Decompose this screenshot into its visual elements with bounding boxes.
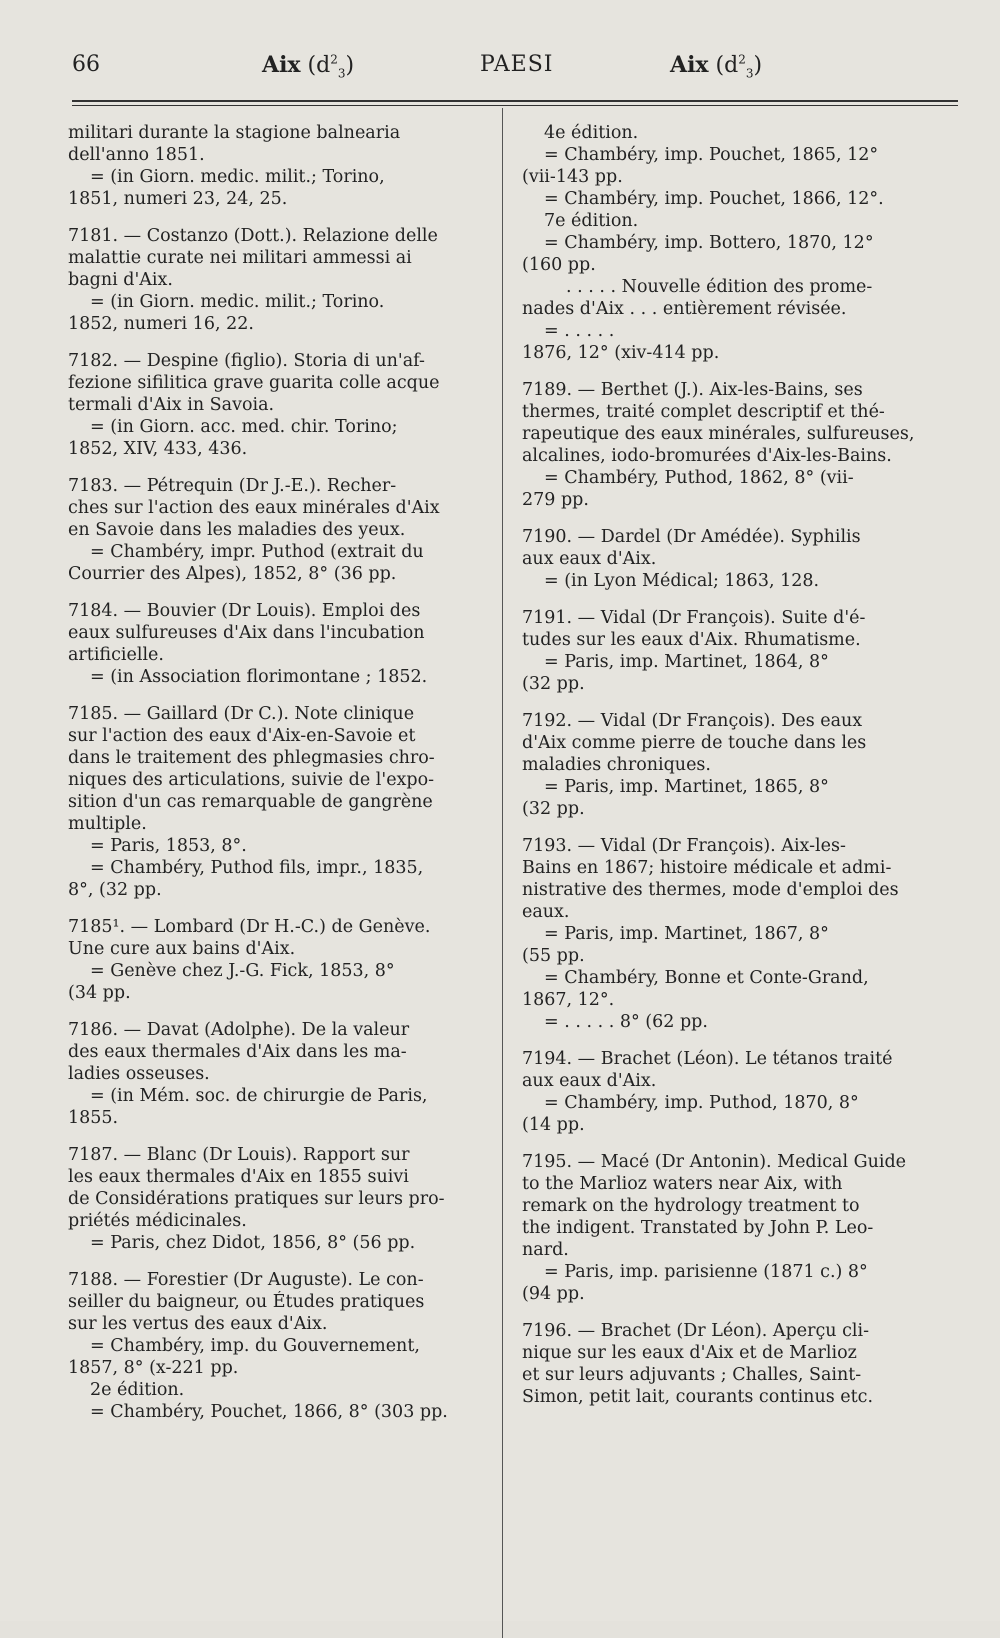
entry-line: 7195. — Macé (Dr Antonin). Medical Guide [522,1152,907,1172]
bibliography-entry [522,122,958,364]
bibliography-entry [68,225,500,335]
entry-line: to the Marlioz waters near Aix, with [522,1174,843,1194]
entry-line: = (in Giorn. medic. milit.; Torino, [90,167,385,187]
entry-line: de Considérations pratiques sur leurs pro- [68,1189,445,1209]
entry-line: ches sur l'action des eaux minérales d'Aix [68,498,440,518]
entry-line: (14 pp. [522,1115,585,1135]
entry-line: artificielle. [68,645,164,665]
running-header [0,52,1000,92]
bibliography-entry [522,1320,958,1408]
entry-line: eaux. [522,902,570,922]
bibliography-entry [68,1269,500,1423]
entry-line: les eaux thermales d'Aix en 1855 suivi [68,1167,409,1187]
entry-line: rapeutique des eaux minérales, sulfureuses, [522,424,915,444]
entry-line: 7189. — Berthet (J.). Aix-les-Bains, ses [522,380,863,400]
entry-line: d'Aix comme pierre de touche dans les [522,733,867,753]
bibliography-entry [68,1144,500,1254]
entry-line: = Chambéry, impr. Puthod (extrait du [90,542,424,562]
entry-line: = Paris, imp. parisienne (1871 c.) 8° [544,1262,868,1282]
entry-line: ladies osseuses. [68,1064,210,1084]
page-number: 66 [72,52,100,77]
entry-line: = Chambéry, Pouchet, 1866, 8° (303 pp. [90,1402,448,1422]
entry-line: 7181. — Costanzo (Dott.). Relazione delle [68,226,438,246]
entry-line: 7194. — Brachet (Léon). Le tétanos traité [522,1049,893,1069]
entry-line: 8°, (32 pp. [68,880,162,900]
entry-line: 279 pp. [522,490,589,510]
entry-line: = Chambéry, Puthod fils, impr., 1835, [90,858,424,878]
entry-line: sur l'action des eaux d'Aix-en-Savoie et [68,726,416,746]
entry-line: tudes sur les eaux d'Aix. Rhumatisme. [522,630,861,650]
entry-line: Une cure aux bains d'Aix. [68,939,296,959]
entry-line: 7193. — Vidal (Dr François). Aix-les- [522,836,846,856]
entry-line: 1876, 12° (xiv-414 pp. [522,343,720,363]
bibliography-entry [522,1151,958,1305]
entry-line: = Paris, imp. Martinet, 1865, 8° [544,777,829,797]
entry-line: (32 pp. [522,674,585,694]
entry-line: = . . . . . [544,321,615,341]
entry-line: maladies chroniques. [522,755,711,775]
entry-line: en Savoie dans les maladies des yeux. [68,520,406,540]
entry-line: Simon, petit lait, courants continus etc. [522,1387,874,1407]
entry-line: 7e édition. [544,211,639,231]
entry-line: 7191. — Vidal (Dr François). Suite d'é- [522,608,866,628]
entry-line: = Chambéry, imp. du Gouvernement, [90,1336,420,1356]
entry-line: nades d'Aix . . . entièrement révisée. [522,299,847,319]
entry-line: . . . . . Nouvelle édition des prome- [566,277,873,297]
entry-line: bagni d'Aix. [68,270,173,290]
entry-line: = Chambéry, imp. Pouchet, 1866, 12°. [544,189,884,209]
entry-line: (34 pp. [68,983,131,1003]
entry-line: termali d'Aix in Savoia. [68,395,275,415]
bibliography-entry [522,1048,958,1136]
entry-line: 7188. — Forestier (Dr Auguste). Le con- [68,1270,424,1290]
entry-line: = Paris, chez Didot, 1856, 8° (56 pp. [90,1233,416,1253]
entry-line: 1852, XIV, 433, 436. [68,439,248,459]
entry-line: eaux sulfureuses d'Aix dans l'incubation [68,623,425,643]
entry-line: 7190. — Dardel (Dr Amédée). Syphilis [522,527,861,547]
entry-line: (32 pp. [522,799,585,819]
entry-line: 7183. — Pétrequin (Dr J.-E.). Recher- [68,476,397,496]
entry-line: 7184. — Bouvier (Dr Louis). Emploi des [68,601,421,621]
entry-line: 7196. — Brachet (Dr Léon). Aperçu cli- [522,1321,870,1341]
entry-line: alcalines, iodo-bromurées d'Aix-les-Bains. [522,446,892,466]
bibliography-entry [522,379,958,511]
entry-line: aux eaux d'Aix. [522,1071,657,1091]
entry-line: dell'anno 1851. [68,145,205,165]
entry-line: sur les vertus des eaux d'Aix. [68,1314,328,1334]
entry-line: dans le traitement des phlegmasies chro- [68,748,435,768]
entry-line: 7185¹. — Lombard (Dr H.-C.) de Genève. [68,917,431,937]
entry-line: des eaux thermales d'Aix dans les ma- [68,1042,407,1062]
header-rule-thin [72,105,958,106]
bibliography-entry [522,607,958,695]
bibliography-entry [68,916,500,1004]
entry-line: 1855. [68,1108,119,1128]
entry-line: priétés médicinales. [68,1211,247,1231]
entry-line: 7182. — Despine (figlio). Storia di un'af- [68,351,425,371]
entry-line: fezione sifilitica grave guarita colle acque [68,373,440,393]
entry-line: multiple. [68,814,147,834]
bibliography-entry [68,600,500,688]
entry-line: the indigent. Transtated by John P. Leo- [522,1218,874,1238]
entry-line: militari durante la stagione balnearia [68,123,401,143]
entry-line: = Chambéry, Puthod, 1862, 8° (vii- [544,468,854,488]
entry-line: = Chambéry, Bonne et Conte-Grand, [544,968,869,988]
entry-line: = (in Lyon Médical; 1863, 128. [544,571,820,591]
entry-line: = (in Giorn. acc. med. chir. Torino; [90,417,398,437]
entry-line: niques des articulations, suivie de l'expo- [68,770,435,790]
entry-line: seiller du baigneur, ou Études pratiques [68,1292,425,1312]
center-running-title: PAESI [480,52,554,77]
entry-line: 7192. — Vidal (Dr François). Des eaux [522,711,863,731]
entry-line: 7187. — Blanc (Dr Louis). Rapport sur [68,1145,410,1165]
entry-line: sition d'un cas remarquable de gangrène [68,792,433,812]
left-running-title: Aix $(d^2_3)$ [262,52,355,81]
bibliography-entry [522,710,958,820]
entry-line: remark on the hydrology treatment to [522,1196,860,1216]
entry-line: = (in Mém. soc. de chirurgie de Paris, [90,1086,428,1106]
entry-line: 1852, numeri 16, 22. [68,314,254,334]
entry-line: 1851, numeri 23, 24, 25. [68,189,288,209]
entry-line: = Chambéry, imp. Puthod, 1870, 8° [544,1093,859,1113]
entry-line: 1857, 8° (x-221 pp. [68,1358,239,1378]
entry-line: = Chambéry, imp. Bottero, 1870, 12° [544,233,874,253]
entry-line: 7186. — Davat (Adolphe). De la valeur [68,1020,410,1040]
left-column [68,122,500,1438]
bibliography-entry [68,475,500,585]
entry-line: et sur leurs adjuvants ; Challes, Saint- [522,1365,862,1385]
bibliography-entry [68,703,500,901]
entry-line: Bains en 1867; histoire médicale et admi- [522,858,892,878]
entry-line: thermes, traité complet descriptif et thé- [522,402,885,422]
entry-line: Courrier des Alpes), 1852, 8° (36 pp. [68,564,397,584]
entry-line: aux eaux d'Aix. [522,549,657,569]
bibliography-entry [68,122,500,210]
right-column [522,122,958,1423]
entry-line: (vii-143 pp. [522,167,623,187]
entry-line: (94 pp. [522,1284,585,1304]
entry-line: = Genève chez J.-G. Fick, 1853, 8° [90,961,395,981]
entry-line: = Paris, 1853, 8°. [90,836,247,856]
entry-line: = Paris, imp. Martinet, 1867, 8° [544,924,829,944]
entry-line: 7185. — Gaillard (Dr C.). Note clinique [68,704,415,724]
entry-line: malattie curate nei militari ammessi ai [68,248,412,268]
entry-line: nique sur les eaux d'Aix et de Marlioz [522,1343,857,1363]
entry-line: = (in Association florimontane ; 1852. [90,667,428,687]
column-divider [502,108,503,1638]
entry-line: (55 pp. [522,946,585,966]
bibliography-entry [68,1019,500,1129]
entry-line: = Paris, imp. Martinet, 1864, 8° [544,652,829,672]
entry-line: 4e édition. [544,123,639,143]
entry-line: = . . . . . 8° (62 pp. [544,1012,708,1032]
entry-line: nard. [522,1240,569,1260]
right-running-title: Aix $(d^2_3)$ [670,52,763,81]
entry-line: 2e édition. [90,1380,185,1400]
entry-line: = Chambéry, imp. Pouchet, 1865, 12° [544,145,879,165]
header-rule [72,100,958,102]
entry-line: = (in Giorn. medic. milit.; Torino. [90,292,385,312]
bibliography-entry [522,526,958,592]
entry-line: (160 pp. [522,255,596,275]
entry-line: 1867, 12°. [522,990,615,1010]
entry-line: nistrative des thermes, mode d'emploi des [522,880,899,900]
bibliography-entry [68,350,500,460]
bibliography-entry [522,835,958,1033]
